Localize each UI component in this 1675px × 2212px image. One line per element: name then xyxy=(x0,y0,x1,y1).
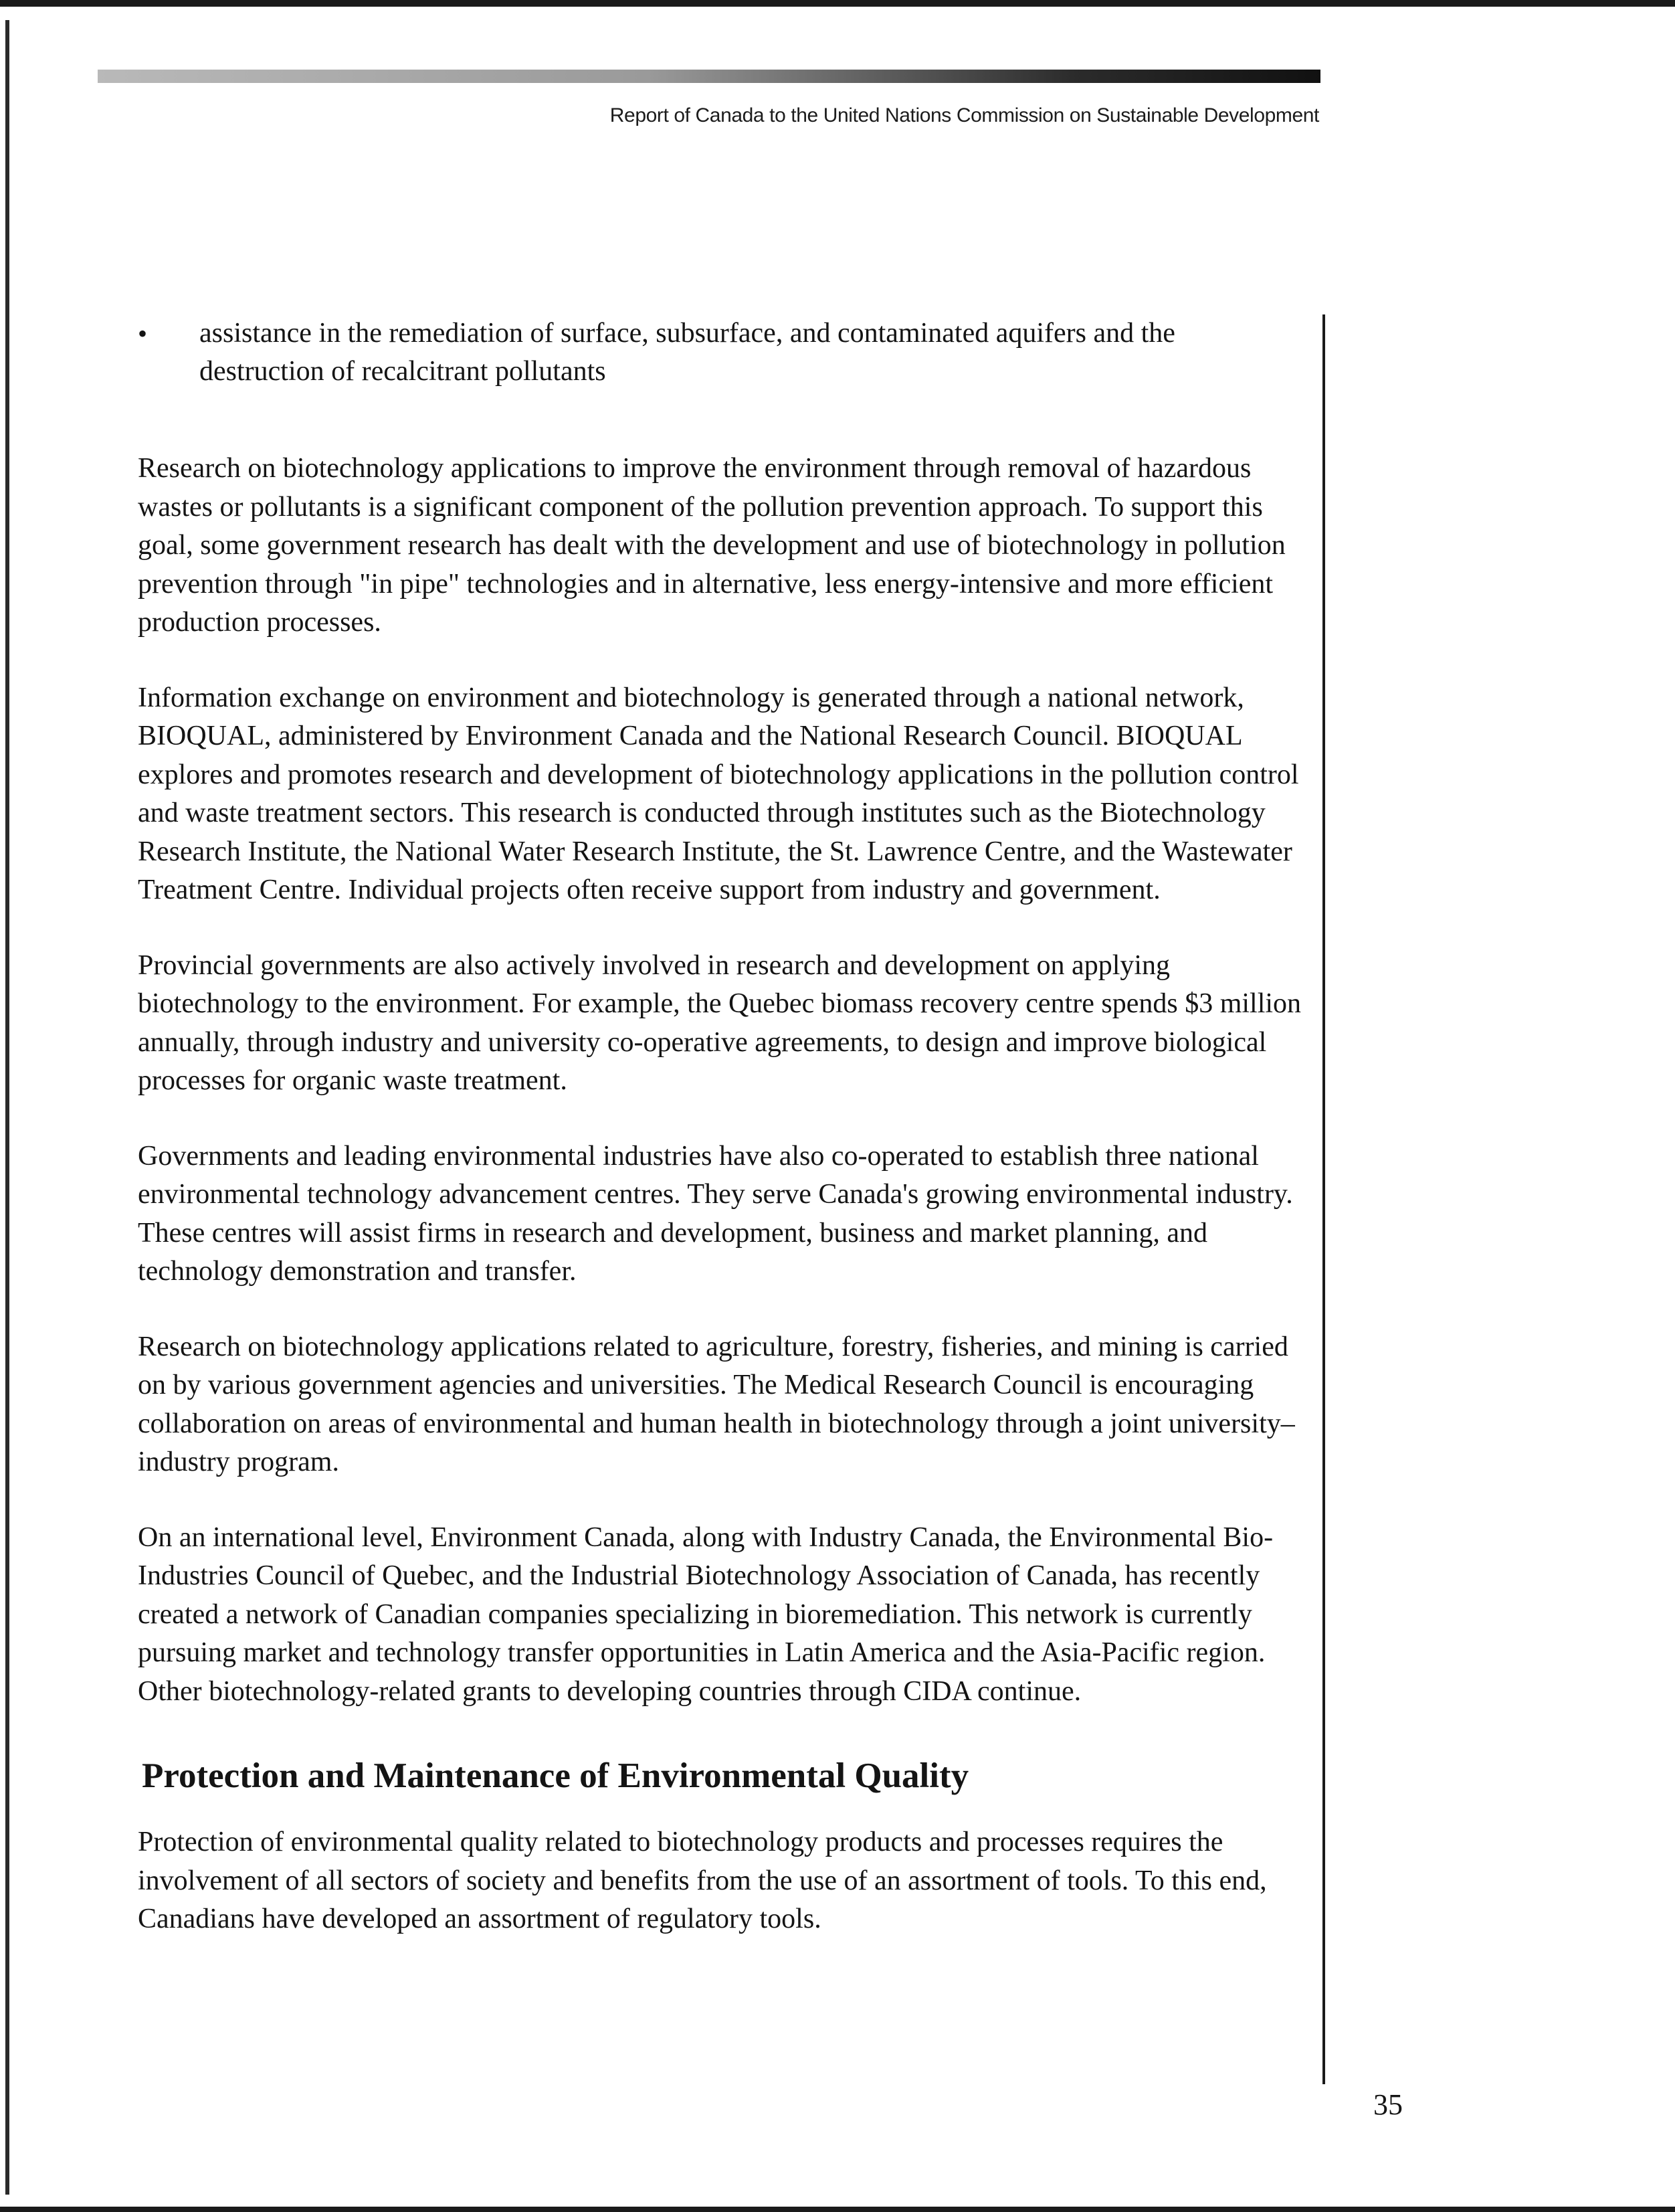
bullet-icon: • xyxy=(138,318,148,349)
bullet-item xyxy=(138,314,1302,391)
scan-left-edge xyxy=(5,20,9,2195)
bullet-text: assistance in the remediation of surface, subsurface, and contaminated aquifers and the destruction of recalcitrant pollutants xyxy=(199,318,1175,387)
page-body xyxy=(138,314,1302,1976)
paragraph: Governments and leading environmental industries have also co-operated to establish three national environmental technology advancement centres. They serve Canada's growing environmental industry. These centres will assist firms in research and development, business and market planning, and technology demonstration and transfer. xyxy=(138,1140,1293,1287)
margin-rule xyxy=(1322,314,1325,2084)
running-header: Report of Canada to the United Nations Commission on Sustainable Development xyxy=(609,104,1319,126)
paragraph: Research on biotechnology applications related to agriculture, forestry, fisheries, and mining is carried on by various government agencies and universities. The Medical Research Council is encouraging collaboration on areas of environmental and human health in biotechnology through a joint university–industry program. xyxy=(138,1331,1295,1477)
section-heading: Protection and Maintenance of Environmental Quality xyxy=(142,1756,969,1795)
scan-top-edge xyxy=(0,0,1675,7)
paragraph: Provincial governments are also actively involved in research and development on applying biotechnology to the environment. For example, the Quebec biomass recovery centre spends $3 million annually, through industry and university co-operative agreements, to design and improve biological processes for organic waste treatment. xyxy=(138,949,1302,1096)
section-paragraph: Protection of environmental quality related to biotechnology products and processes requires the involvement of all sectors of society and benefits from the use of an assortment of tools. To this end, Canadians have developed an assortment of regulatory tools. xyxy=(138,1827,1267,1934)
scan-bottom-edge xyxy=(0,2207,1675,2212)
paragraph: On an international level, Environment Canada, along with Industry Canada, the Environmental Bio-Industries Council of Quebec, and the Industrial Biotechnology Association of Canada, has recently created a network of Canadian companies specializing in bioremediation. This network is currently pursuing market and technology transfer opportunities in Latin America and the Asia-Pacific region. Other biotechnology-related grants to developing countries through CIDA continue. xyxy=(138,1522,1274,1707)
page-number: 35 xyxy=(1373,2088,1403,2121)
header-band xyxy=(98,70,1320,83)
paragraph: Research on biotechnology applications to improve the environment through removal of hazardous wastes or pollutants is a significant component of the pollution prevention approach. To support this goal, some government research has dealt with the development and use of biotechnology in pollution prevention through "in pipe" technologies and in alternative, less energy-intensive and more efficient production processes. xyxy=(138,453,1286,638)
paragraph: Information exchange on environment and biotechnology is generated through a national network, BIOQUAL, administered by Environment Canada and the National Research Council. BIOQUAL explores and promotes research and development of biotechnology applications in the pollution control and waste treatment sectors. This research is conducted through institutes such as the Biotechnology Research Institute, the National Water Research Institute, the St. Lawrence Centre, and the Wastewater Treatment Centre. Individual projects often receive support from industry and government. xyxy=(138,682,1299,905)
